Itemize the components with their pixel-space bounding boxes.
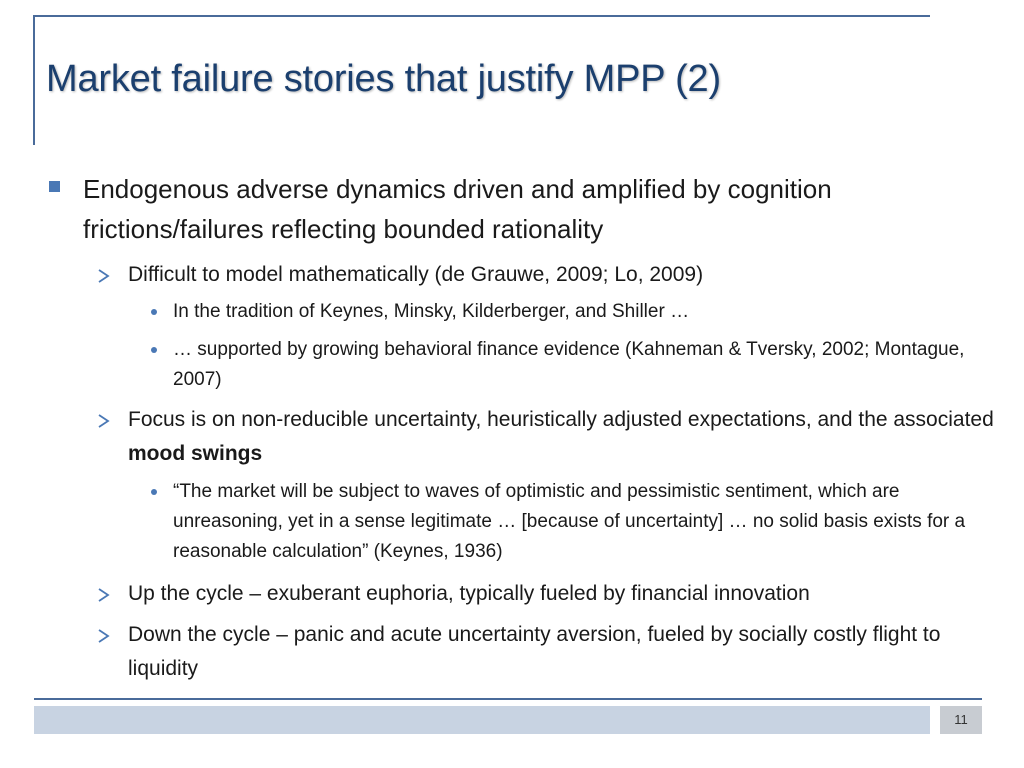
dot-bullet-icon [151, 347, 157, 353]
bullet-level2-2-emphasis: mood swings [128, 442, 263, 465]
dot-bullet-icon [151, 489, 157, 495]
bullet-level1: Endogenous adverse dynamics driven and amplified by cognition frictions/failures reflecting bounded rationality [83, 174, 832, 244]
bullet-level3-2: … supported by growing behavioral finance evidence (Kahneman & Tversky, 2002; Montague, 2007) [173, 339, 965, 390]
footer-rule [34, 698, 982, 700]
bullet-level3-1: In the tradition of Keynes, Minsky, Kilderberger, and Shiller … [173, 301, 690, 322]
header-left-rule [33, 15, 35, 145]
arrow-bullet-icon [97, 587, 111, 603]
page-number: 11 [940, 706, 982, 734]
bullet-level2-2-text: Focus is on non-reducible uncertainty, heuristically adjusted expectations, and the associated [128, 408, 994, 431]
dot-bullet-icon [151, 309, 157, 315]
bullet-level2-1: Difficult to model mathematically (de Grauwe, 2009; Lo, 2009) [128, 263, 704, 286]
bullet-level3-3: “The market will be subject to waves of optimistic and pessimistic sentiment, which are unreasoning, yet in a sense legitimate … [because of uncertainty] … no solid basis exists for a reasonable calculation” (Keynes, 1936) [173, 481, 966, 562]
arrow-bullet-icon [97, 413, 111, 429]
square-bullet-icon [49, 181, 60, 192]
slide-title: Market failure stories that justify MPP (2) [46, 58, 721, 100]
header-top-rule [34, 15, 930, 17]
bullet-level2-3: Up the cycle – exuberant euphoria, typically fueled by financial innovation [128, 582, 810, 605]
bullet-level2-2 [128, 403, 998, 471]
arrow-bullet-icon [97, 628, 111, 644]
bullet-level2-4: Down the cycle – panic and acute uncertainty aversion, fueled by socially costly flight to liquidity [128, 623, 941, 680]
arrow-bullet-icon [97, 268, 111, 284]
footer-band [34, 706, 930, 734]
